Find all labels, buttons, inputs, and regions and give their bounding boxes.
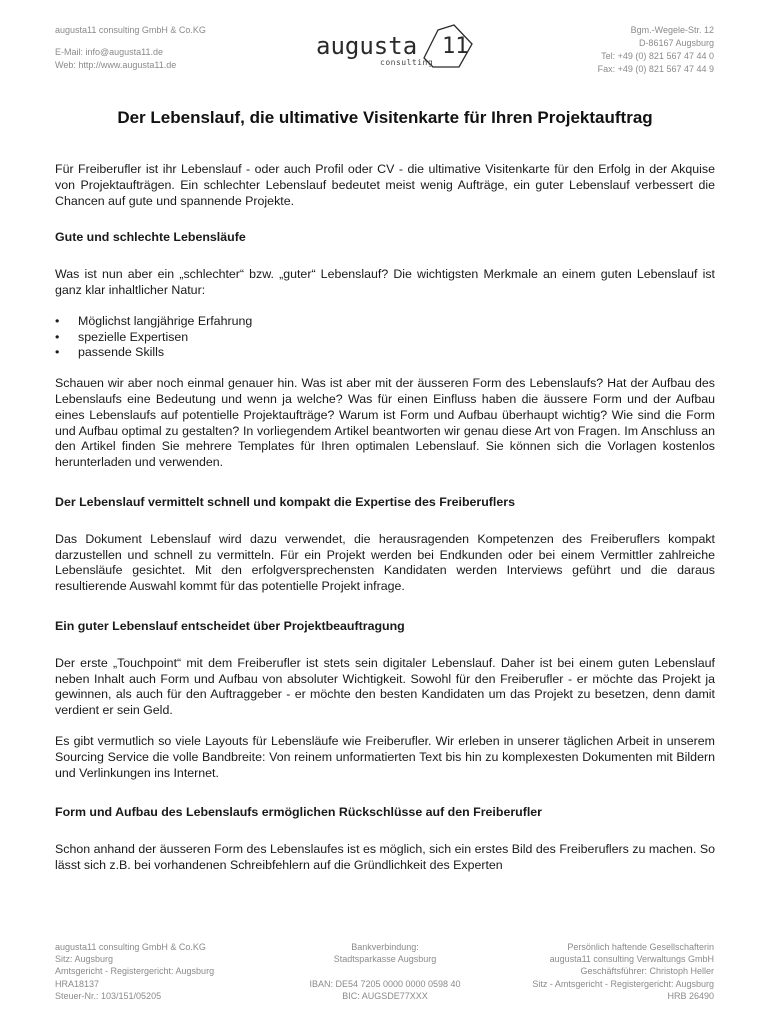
section-heading-3: Ein guter Lebenslauf entscheidet über Projektbeauftragung bbox=[55, 618, 405, 633]
document-title: Der Lebenslauf, die ultimative Visitenkarte für Ihren Projektauftrag bbox=[117, 108, 653, 127]
city-line: D-86167 Augsburg bbox=[638, 38, 714, 48]
company-name: augusta11 consulting GmbH & Co.KG bbox=[55, 25, 206, 35]
footer-company-info: augusta11 consulting GmbH & Co.KG Sitz: Augsburg Amtsgericht - Registergericht: Augsburg HRA18137 Steuer-Nr.: 103/151/05205 bbox=[55, 942, 215, 1001]
logo-subtitle: consulting bbox=[380, 58, 434, 67]
section-heading-4: Form und Aufbau des Lebenslaufs ermöglichen Rückschlüsse auf den Freiberufler bbox=[55, 805, 543, 820]
document-body bbox=[55, 162, 715, 874]
bullet-icon: • bbox=[55, 329, 60, 344]
fax-line: Fax: +49 (0) 821 567 47 44 9 bbox=[597, 64, 714, 74]
email-line: E-Mail: info@augusta11.de bbox=[55, 47, 164, 57]
street-line: Bgm.-Wegele-Str. 12 bbox=[630, 25, 714, 35]
section-1-paragraph-2: Schauen wir aber noch einmal genauer hin. Was ist aber mit der äusseren Form des Lebenslaufs? Hat der Aufbau des Lebenslaufs eine Bedeutung und wenn ja welche? Was für einen Einfluss haben die äussere Form und der Aufbau eines Lebenslaufs auf potentielle Projektaufträge? Warum ist Form und Aufbau überhaupt wichtig? Wie sind die Form und Aufbau optimal zu gestalten? In vorliegendem Artikel beantworten wir genau diese Art von Fragen. Im Anschluss an den Artikel finden Sie mehrere Templates für Ihren optimalen Lebenslauf. Sie können sich die Vorlagen kostenlos herunterladen und verwenden. bbox=[55, 376, 715, 470]
web-line: Web: http://www.augusta11.de bbox=[55, 60, 177, 70]
bullet-icon: • bbox=[55, 313, 60, 328]
section-heading-2: Der Lebenslauf vermittelt schnell und kompakt die Expertise des Freiberuflers bbox=[55, 494, 515, 509]
logo-number: 11 bbox=[442, 34, 469, 59]
section-1-paragraph-1: Was ist nun aber ein „schlechter“ bzw. „guter“ Lebenslauf? Die wichtigsten Merkmale an einem guten Lebenslauf ist ganz klar inhaltlicher Natur: bbox=[55, 267, 715, 297]
phone-line: Tel: +49 (0) 821 567 47 44 0 bbox=[601, 51, 714, 61]
bullet-icon: • bbox=[55, 345, 60, 360]
header-contact-right bbox=[598, 24, 714, 76]
criteria-list bbox=[55, 314, 715, 361]
intro-paragraph: Für Freiberufler ist ihr Lebenslauf - oder auch Profil oder CV - die ultimative Visitenkarte für den Erfolg in der Akquise von Projektaufträgen. Ein schlechter Lebenslauf bedeutet meist wenig Aufträge, ein guter Lebenslauf verbessert die Chancen auf gute und spannende Projekte. bbox=[55, 162, 715, 208]
list-item: • Möglichst langjährige Erfahrung bbox=[55, 313, 253, 328]
header-contact-left bbox=[55, 24, 206, 72]
logo-word: augusta 11 bbox=[316, 32, 469, 60]
footer-partner-info: Persönlich haftende Gesellschafterin augusta11 consulting Verwaltungs GmbH Geschäftsführer: Christoph Heller Sitz - Amtsgericht - Registergericht: Augsburg HRB 26490 bbox=[532, 942, 714, 1001]
section-2-paragraph-1: Das Dokument Lebenslauf wird dazu verwendet, die herausragenden Kompetenzen des Freiberuflers kompakt darzustellen und schnell zu vermitteln. Für ein Projekt werden bei Endkunden oder bei einem Vermittler zahlreiche Lebensläufe gesichtet. Mit den erfolgversprechensten Kandidaten werden Interviews geführt und die daraus resultierende Auswahl kommt für das potentielle Projekt infrage. bbox=[55, 531, 715, 594]
section-4-paragraph-1: Schon anhand der äusseren Form des Lebenslaufes ist es möglich, sich ein erstes Bild des Freiberuflers zu machen. So lässt sich z.B. bei vorhandenen Schreibfehlern auf die Gründlichkeit des Experten bbox=[55, 842, 715, 872]
section-heading-1: Gute und schlechte Lebensläufe bbox=[55, 230, 246, 245]
section-3-paragraph-1: Der erste „Touchpoint“ mit dem Freiberufler ist stets sein digitaler Lebenslauf. Daher ist bei einem guten Lebenslauf neben Inhalt auch Form und Aufbau von absoluter Wichtigkeit. Sowohl für den Freiberufler - er möchte das Projekt ja gewinnen, als auch für den Auftraggeber - er möchte den besten Kandidaten um das Projekt zu besetzen, denn damit verdient er sein Geld. bbox=[55, 655, 715, 718]
footer-bank-info: Bankverbindung: Stadtsparkasse Augsburg IBAN: DE54 7205 0000 0000 0598 40 BIC: AUGSDE77XXX bbox=[309, 942, 461, 1001]
augusta11-logo bbox=[312, 22, 476, 74]
list-item: • passende Skills bbox=[55, 345, 165, 360]
list-item: • spezielle Expertisen bbox=[55, 329, 189, 344]
section-3-paragraph-2: Es gibt vermutlich so viele Layouts für Lebensläufe wie Freiberufler. Wir erleben in unserer täglichen Arbeit in unserem Sourcing Service die volle Bandbreite: Von reinem unformatierten Text bis hin zu komplexesten Dokumenten mit Bildern und Verlinkungen ins Internet. bbox=[55, 733, 715, 780]
